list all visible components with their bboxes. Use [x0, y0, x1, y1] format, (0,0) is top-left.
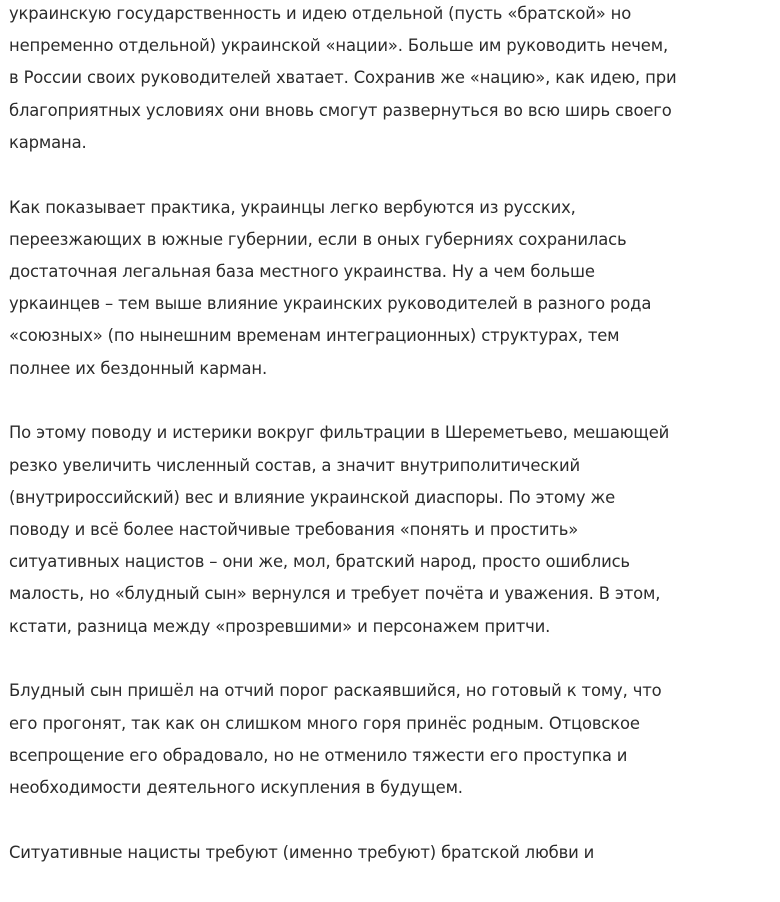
text-line: всепрощение его обрадовало, но не отменило тяжести его проступка и: [9, 745, 628, 765]
paragraph-4: [9, 675, 780, 804]
text-line: необходимости деятельного искупления в будущем.: [9, 778, 463, 798]
text-line: переезжающих в южные губернии, если в оных губерниях сохранилась: [9, 229, 627, 249]
text-line: Как показывает практика, украинцы легко вербуются из русских,: [9, 197, 576, 217]
text-line: уркаинцев – тем выше влияние украинских руководителей в разного рода: [9, 294, 652, 314]
text-line: (внутрироссийский) вес и влияние украинской диаспоры. По этому же: [9, 487, 616, 507]
text-line: По этому поводу и истерики вокруг фильтрации в Шереметьево, мешающей: [9, 423, 670, 443]
text-line: украинскую государственность и идею отдельной (пусть «братской» но: [9, 4, 632, 23]
text-line: резко увеличить численный состав, а значит внутриполитический: [9, 455, 580, 475]
paragraph-5: [9, 837, 780, 869]
text-line: в России своих руководителей хватает. Сохранив же «нацию», как идею, при: [9, 68, 677, 88]
text-line: ситуативных нацистов – они же, мол, братский народ, просто ошиблись: [9, 552, 630, 572]
text-line: благоприятных условиях они вновь смогут развернуться во всю ширь своего: [9, 100, 672, 120]
paragraph-3: [9, 417, 780, 642]
text-line: достаточная легальная база местного украинства. Ну а чем больше: [9, 262, 595, 282]
text-line: Блудный сын пришёл на отчий порог раскаявшийся, но готовый к тому, что: [9, 681, 662, 701]
paragraph-1: [9, 0, 780, 159]
paragraph-2: [9, 192, 780, 385]
text-line: полнее их бездонный карман.: [9, 358, 268, 378]
text-line: малость, но «блудный сын» вернулся и требует почёта и уважения. В этом,: [9, 584, 661, 604]
text-line: кстати, разница между «прозревшими» и персонажем притчи.: [9, 616, 551, 636]
article-body: [9, 0, 780, 902]
text-line: его прогонят, так как он слишком много горя принёс родным. Отцовское: [9, 713, 640, 733]
text-line: Ситуативные нацисты требуют (именно требуют) братской любви и: [9, 842, 595, 862]
text-line: поводу и всё более настойчивые требования «понять и простить»: [9, 520, 579, 540]
text-line: кармана.: [9, 132, 87, 152]
text-line: непременно отдельной) украинской «нации». Больше им руководить нечем,: [9, 36, 669, 56]
text-line: «союзных» (по нынешним временам интеграционных) структурах, тем: [9, 326, 620, 346]
